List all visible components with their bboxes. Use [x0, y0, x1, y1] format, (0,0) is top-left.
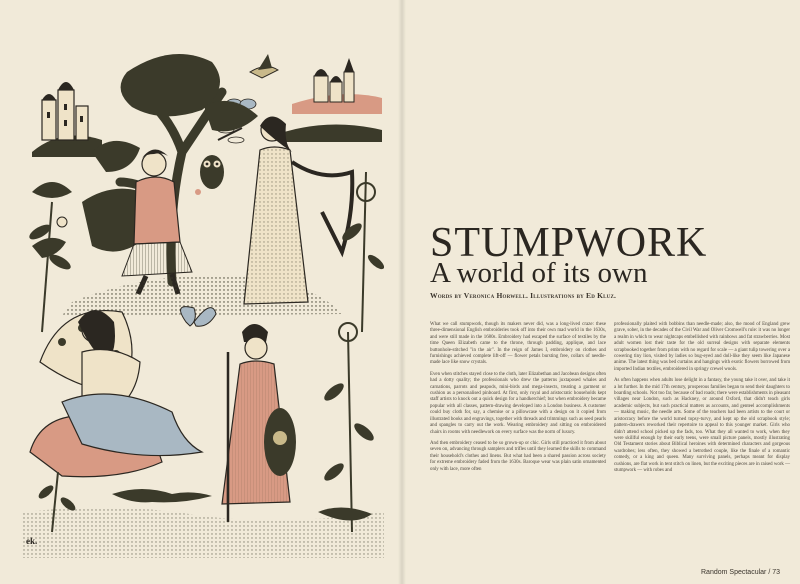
page-gutter — [398, 0, 406, 584]
flying-bird — [250, 54, 278, 78]
owl — [200, 155, 224, 189]
body-paragraph: As often happens when adults lose delight in a fantasy, the young take it over, and take it a lot further. In the mid 17th century, prosperous families began to send their daughters to boarding schools. Not too far, because of bad roads; there were establishments in pleasant villages near London, such as Hackney, or around Oxford, that didn't teach girls academic subjects, but such practical matters as accounts, and genteel accomplishments — making music, the needle arts. Some of the teachers had been artists to the court or aristocracy before the world turned topsy-turvy, and kept up the old scrapbook style; pattern-drawers reworked their repertoire to appeal to this younger market. Girls who didn't attend school picked up the fads, too. What they all wanted to work, when they were skillful enough by their early teens, were small picture panels, mostly illustrating Old Testament stories about Biblical heroines with determined characters and gorgeous wardrobes; less often, they showed a betrothed couple, like the finale of a romantic comedy, or a king and queen. Many surviving panels, perhaps meant for display cushions, are flat work in tent stitch on linen, but the exciting pieces are in raised work — stumpwork — with robes and — [614, 378, 790, 473]
left-plants — [27, 182, 73, 332]
reclining-woman — [62, 310, 202, 456]
body-paragraph: Even when stitches stayed close to the cloth, later Elizabethan and Jacobean designs often had a dotty quality; the professionals who drew the patterns juxtaposed whales and carnations, parrots and peapods, mini-birds and mega-insects, treating a garment or cushion as a personalised pinboard. At first, only royal and aristocratic households kept staff artists to knock out a quick design for a handkerchief; but when embroidery became popular with all classes, pattern-drawing developed into a London business. A customer could buy cloth for, say, a chemise or a pillowcase with a design on it copied from illustrated books and engravings, together with threads and trimmings such as seed pearls and spangles to carry out the work. Wearing embroidery and sitting on embroidered chairs in rooms with needlework on every surface was the norm of luxury. — [430, 371, 607, 435]
text-column-left — [430, 322, 606, 558]
bottom-right-plants — [318, 323, 376, 532]
article-title: STUMPWORK — [430, 220, 708, 266]
lizard — [112, 489, 212, 502]
standing-woman-top — [244, 116, 352, 304]
armored-woman — [222, 324, 296, 522]
text-column-right — [614, 322, 790, 558]
page-folio: Random Spectacular / 73 — [701, 569, 780, 576]
article-subtitle: A world of its own — [430, 257, 648, 289]
body-paragraph: And then embroidery ceased to be so grown-up or chic. Girls still practiced it from about seven on, advancing through samplers and trifles until they learned the skills to command their household's clothes and linens. But what had been a shared passion across society for extreme embroidery faded from the 1630s. Baroque wear was plain satin ornamented only with lace, more often — [430, 440, 606, 472]
stumpwork-illustration — [22, 32, 384, 558]
article-page — [410, 0, 800, 584]
castle-left — [32, 82, 102, 157]
right-plants — [340, 172, 384, 332]
article-body — [430, 322, 790, 558]
body-paragraph: What we call stumpwork, though its makers never did, was a long-lived craze: these three-dimensional English embroideries took off into their own mad world in the 1630s, and were still made in the 1680s. Embroidery had escaped the surface of textiles by the time Queen Elizabeth came to the throne, through padding, applique, and lace buttonhole-stitched "in the air". In the reign of James I, embroidery on clothes and furnishings achieved complete lift-off — flower petals bursting free, collars of needle-made lace like snow crystals. — [430, 322, 606, 366]
illustrator-signature: ek. — [26, 536, 38, 546]
body-paragraph: professionally plaited with bobbins than needle-made; also, the mood of England grew grave, sober, in the decades of the Civil War and Oliver Cromwell's rule: it was no longer a realm in which to wear nightcaps embellished with rainbows and fat strawberries. Most adult women lost their taste for the old surreal designs with separate elements scrapbooked together from prints with no regard for scale — a giant tulip towering over a cowering tiny lion, visited by ladies so bug-eyed and doll-like they seem like Japanese anime. The latest thing was bed curtains and hangings with exotic flowers borrowed from imported Indian textiles, embroidered in springy crewel wools. — [614, 322, 790, 372]
article-credits: Words by Veronica Horwell. Illustrations by Ed Kluz. — [430, 291, 617, 300]
seated-man — [82, 149, 201, 294]
town-right — [284, 58, 382, 142]
bird-left — [32, 238, 66, 258]
